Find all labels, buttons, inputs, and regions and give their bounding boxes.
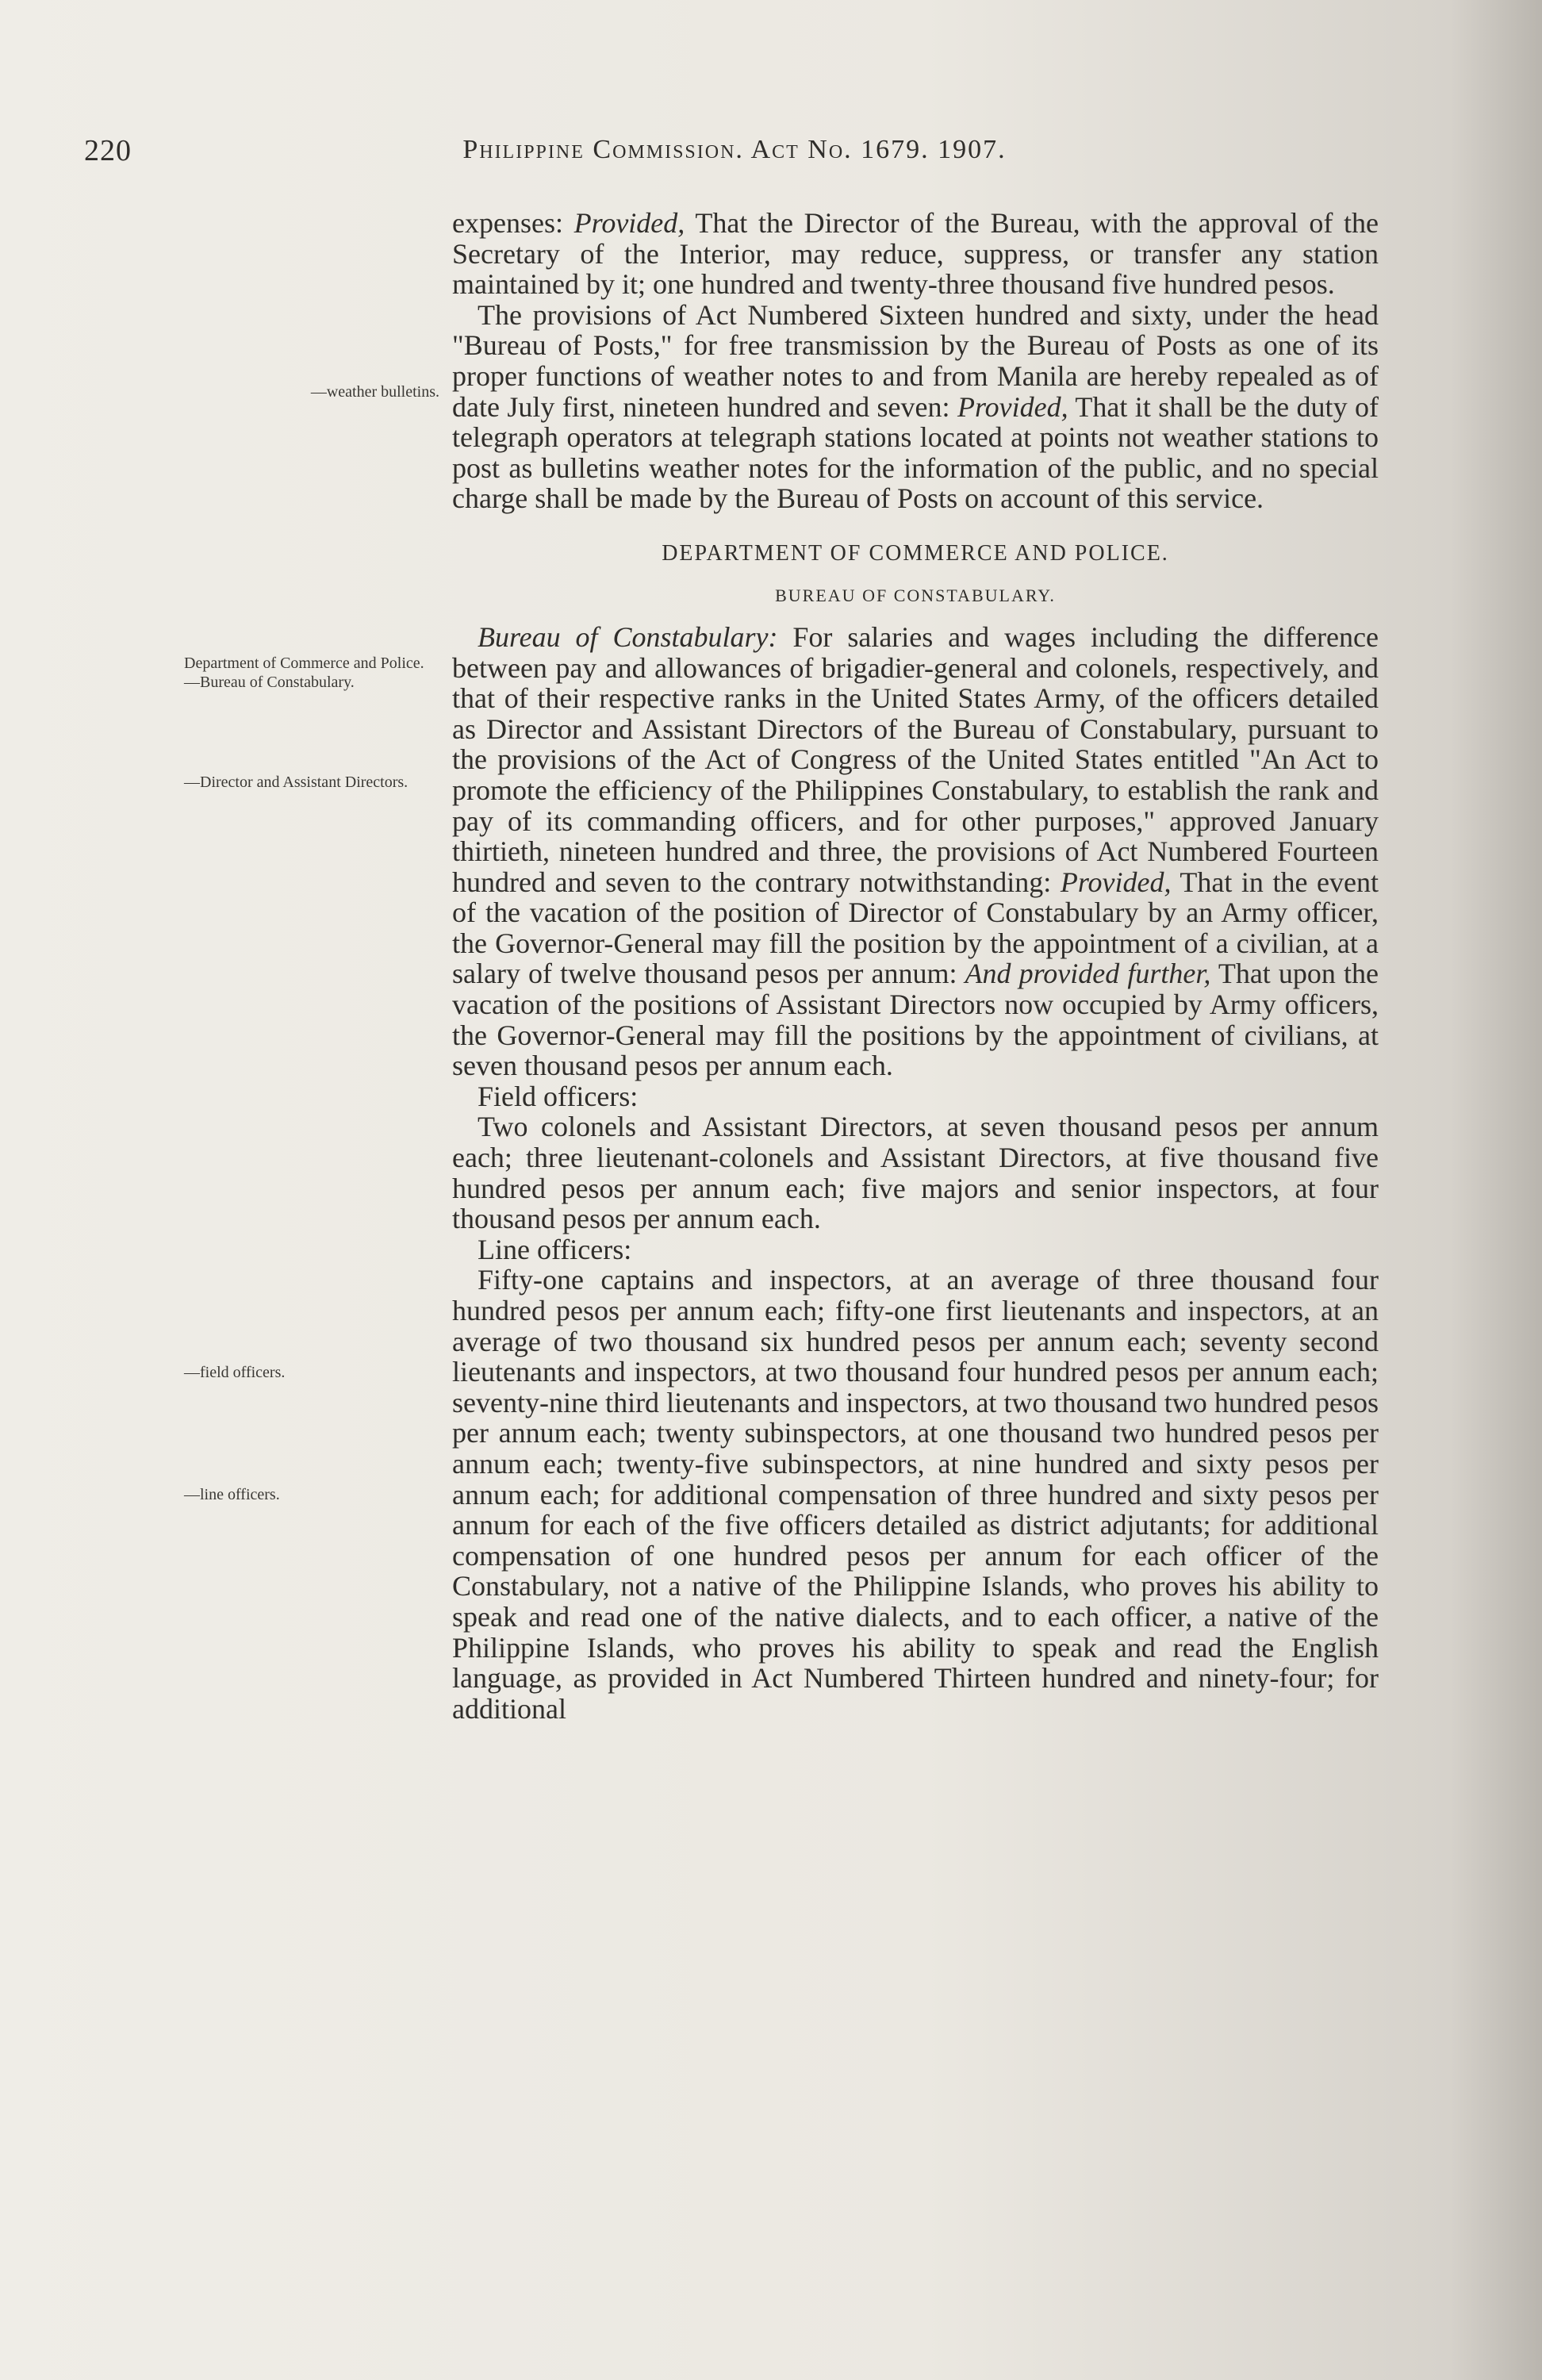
text-run: That in the event of the vacation of the position of Director of Constabulary by an Army officer, the Governor-General may fill the position by the appointment of a civilian, at a salary of twelve thousand pesos per annum: [452,866,1379,990]
proviso-italic: And provided further, [965,958,1211,990]
page-header [84,133,1385,181]
paragraph-expenses [452,208,1379,300]
margin-note-field-text: —field officers. [184,1364,286,1381]
margin-note-line-text: —line officers. [184,1486,280,1503]
proviso-italic: Provided, [957,390,1068,423]
margin-note-line [184,1485,439,1504]
proviso-italic: Provided, [573,207,685,239]
paragraph-line-officers: Fifty-one captains and inspectors, at an average of three thousand four hundred pesos per annum each; fifty-one first lieutenants and inspectors, at an average of two thousand six hundred pesos per annum each; seventy second lieutenants and inspectors, at two thousand four hundred pesos per annum each; seventy-nine third lieutenants and inspectors, at two thousand two hundred pesos per annum each; twenty subinspectors, at one thousand two hundred pesos per annum each; twenty-five subinspectors, at nine hundred and sixty pesos per annum each; for additional compensation of three hundred and sixty pesos per annum for each of the five officers detailed as district adjutants; for additional compensation of one hundred pesos per annum for each officer of the Constabulary, not a native of the Philippine Islands, who proves his ability to speak and read one of the native dialects, and to each officer, a native of the Philippine Islands, who proves his ability to speak and read the English language, as provided in Act Numbered Thirteen hundred and ninety-four; for additional [452,1264,1379,1725]
line-officers-label: Line officers: [478,1233,632,1265]
text-run: That upon the vacation of the positions of Assistant Directors now occupied by Army officers, the Governor-General may fill the positions by the appointment of civilians, at seven thousand pesos per annum each. [452,958,1379,1082]
paragraph-field-officers: Two colonels and Assistant Directors, at seven thousand pesos per annum each; three lieutenant-colonels and Assistant Directors, at five thousand five hundred pesos per annum each; five majors and senior inspectors, at four thousand pesos per annum each. [452,1111,1379,1235]
department-heading: DEPARTMENT OF COMMERCE AND POLICE. [662,540,1169,566]
margin-note-director [184,773,439,792]
text-run: That it shall be the duty of telegraph operators at telegraph stations located at points not weather stations to post as bulletins weather notes for the information of the public, and no special charge shall be made by the Bureau of Posts on account of this service. [452,390,1379,515]
bureau-heading: BUREAU OF CONSTABULARY. [775,585,1056,605]
paragraph-constabulary [452,622,1379,1081]
margin-note-bureau-text: —Bureau of Constabulary. [184,674,355,691]
paragraph-weather [452,300,1379,514]
text-run: That the Director of the Bureau, with the approval of the Secretary of the Interior, may reduce, suppress, or transfer any station maintained by it; one hundred and twenty-three thousand five hundred pesos. [452,207,1379,301]
text-run: For salaries and wages including the difference between pay and allowances of brigadier-general and colonels, respectively, and that of their respective ranks in the United States Army, of the officers detailed as Director and Assistant Directors of the Bureau of Constabulary, pursuant to the provisions of the Act of Congress of the United States entitled "An Act to promote the efficiency of the Philippines Constabulary, to establish the rank and pay of its commanding officers, and for other purposes," approved January thirtieth, nineteen hundred and three, the provisions of Act Numbered Fourteen hundred and seven to the contrary notwithstanding: [452,620,1379,898]
text-run: expenses: [452,207,574,239]
margin-note-weather-text: —weather bulletins. [310,383,439,401]
page-number: 220 [84,134,132,167]
bureau-italic: Bureau of Constabulary: [478,620,778,653]
text-run: The provisions of Act Numbered Sixteen hundred and sixty, under the head "Bureau of Posts," for free transmission by the Bureau of Posts as one of its proper functions of weather notes to and from Manila are hereby repealed as of date July first, nineteen hundred and seven: [452,298,1379,423]
field-officers-label: Field officers: [478,1080,639,1112]
margin-note-weather [184,382,439,401]
margin-note-dept [184,654,439,692]
running-head: Philippine Commission. Act No. 1679. 1907. [462,135,1007,164]
margin-note-dept-text: Department of Commerce and Police. [184,654,424,672]
body-text [452,208,1379,1724]
proviso-italic: Provided, [1060,866,1172,898]
margin-note-director-text: —Director and Assistant Directors. [184,774,409,791]
margin-note-field [184,1363,439,1382]
